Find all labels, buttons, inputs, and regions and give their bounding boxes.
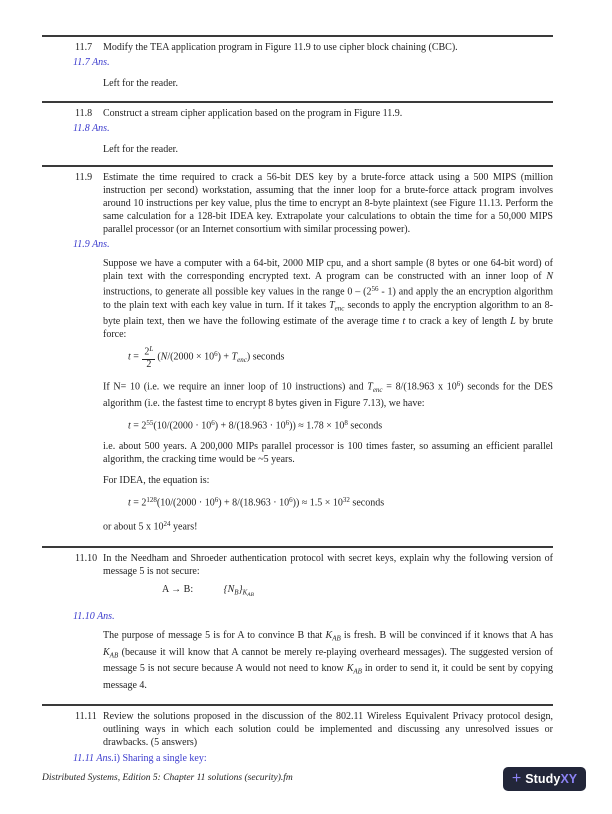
question-11-11-section — [0, 710, 612, 765]
section-divider — [42, 546, 553, 548]
question-11-7-section — [0, 41, 612, 90]
answer-first-point: i) Sharing a single key: — [113, 752, 207, 764]
studyxy-logo — [503, 767, 586, 791]
question-text: In the Needham and Shroeder authentication protocol with secret keys, explain why the following version of message 5 is not secure: — [103, 553, 553, 577]
answer-text: For IDEA, the equation is: — [103, 475, 210, 486]
answer-label: 11.7 Ans. — [73, 57, 110, 68]
formula-des-crack-time: $t = 2^{55}(10/(2000 \cdot 10^6) + 8/(18.963 \cdot 10^6)) \approx 1.78 \times 10^8$ seconds — [128, 418, 383, 431]
answer-label: 11.8 Ans. — [73, 123, 110, 134]
answer-label: 11.10 Ans. — [73, 611, 115, 622]
question-text: Modify the TEA application program in Figure 11.9 to use cipher block chaining (CBC). — [103, 42, 458, 53]
message-content: $\{N_B\}_{KAB}$ — [223, 584, 254, 598]
answer-text: i.e. about 500 years. A 200,000 MIPs parallel processor is 100 times faster, so assuming an efficient parallel algorithm, the cracking time would be ~5 years. — [103, 441, 553, 465]
question-text: Construct a stream cipher application based on the program in Figure 11.9. — [103, 108, 403, 119]
formula-idea-crack-time: $t = 2^{128}(10/(2000 \cdot 10^6) + 8/(18.963 \cdot 10^6)) \approx 1.5 \times 10^{32}$ seconds — [128, 496, 385, 509]
answer-text: Left for the reader. — [103, 78, 178, 89]
section-divider — [42, 101, 553, 103]
answer-label-number: 11.11 Ans. — [73, 752, 114, 764]
question-number: 11.7 — [75, 42, 93, 53]
question-11-9-section — [0, 171, 612, 533]
answer-text: If N= 10 (i.e. we require an inner loop of 10 instructions) and $T_{enc} = 8/(18.963$ x $10^6$) seconds for the DES algorithm (i.e. the fastest time to encrypt 8 bytes given in Figure 7.13), we have: — [103, 379, 554, 409]
answer-text: Left for the reader. — [103, 144, 178, 155]
answer-text: or about 5 x $10^{24}$ years! — [103, 519, 198, 532]
question-number: 11.8 — [75, 108, 93, 119]
question-number: 11.9 — [75, 172, 93, 183]
question-text: Estimate the time required to crack a 56-bit DES key by a brute-force attack using a 500 MIPS (million instruction per second) workstation, assuming that the inner loop for a brute-force attack program involves around 10 instructions per key value, plus the time to encrypt an 8-byte plaintext (see Figure 11.13. Perform the same calculation for a 128-bit IDEA key. Extrapolate your calculations to obtain the time for a 50,000 MIPS parallel processor (or an Internet consortium with similar processing power). — [103, 172, 553, 235]
question-11-10-section — [0, 552, 612, 692]
answer-text: The purpose of message 5 is for A to convince B that $K_{AB}$ is fresh. B will be convinced if it knows that A has $K_{AB}$ (because it will know that A cannot be merely re-playing overheard messages). The suggested version of message 5 is not secure because A would not need to know $K_{AB}$ in order to send it, it could be sent by copying message 4. — [103, 630, 553, 691]
plus-icon: + — [511, 769, 522, 787]
question-number: 11.10 — [75, 553, 98, 564]
section-divider — [42, 35, 553, 37]
answer-label: 11.9 Ans. — [73, 239, 110, 250]
question-11-8-section — [0, 107, 612, 156]
question-text: Review the solutions proposed in the discussion of the 802.11 Wireless Equivalent Privacy protocol design, outlining ways in which each solution could be implemented and discussing any unresolved issues or drawbacks. (5 answers) — [103, 710, 553, 748]
logo-text-study: Study — [525, 771, 561, 786]
question-number: 11.11 — [75, 710, 97, 722]
footer-document-title: Distributed Systems, Edition 5: Chapter 11 solutions (security).fm — [42, 773, 293, 783]
section-divider — [42, 165, 553, 167]
message-direction: A → B: — [162, 584, 194, 595]
formula-crack-time-general: t = $\frac{2^L}{2}$ $(N/(2000 \times 10^6) + T_{enc})$ seconds — [128, 345, 285, 370]
answer-text: Suppose we have a computer with a 64-bit, 2000 MIP cpu, and a short sample (8 bytes or one 64-bit word) of plain text with the corresponding encrypted text. A program can be constructed with an inner loop of N instructions, to generate all possible key values in the range $0 - (2^{56} - 1)$ and apply the an encryption algorithm to the plain text with each key value in turn. If it takes $T_{enc}$ seconds to apply the encryption algorithm to an 8-byte plain text, then we have the following estimate of the average time t to crack a key of length L by brute force: — [103, 258, 553, 340]
answer-label — [73, 752, 553, 765]
protocol-message — [162, 583, 612, 602]
logo-text-xy: XY — [560, 771, 578, 786]
section-divider — [42, 704, 553, 706]
